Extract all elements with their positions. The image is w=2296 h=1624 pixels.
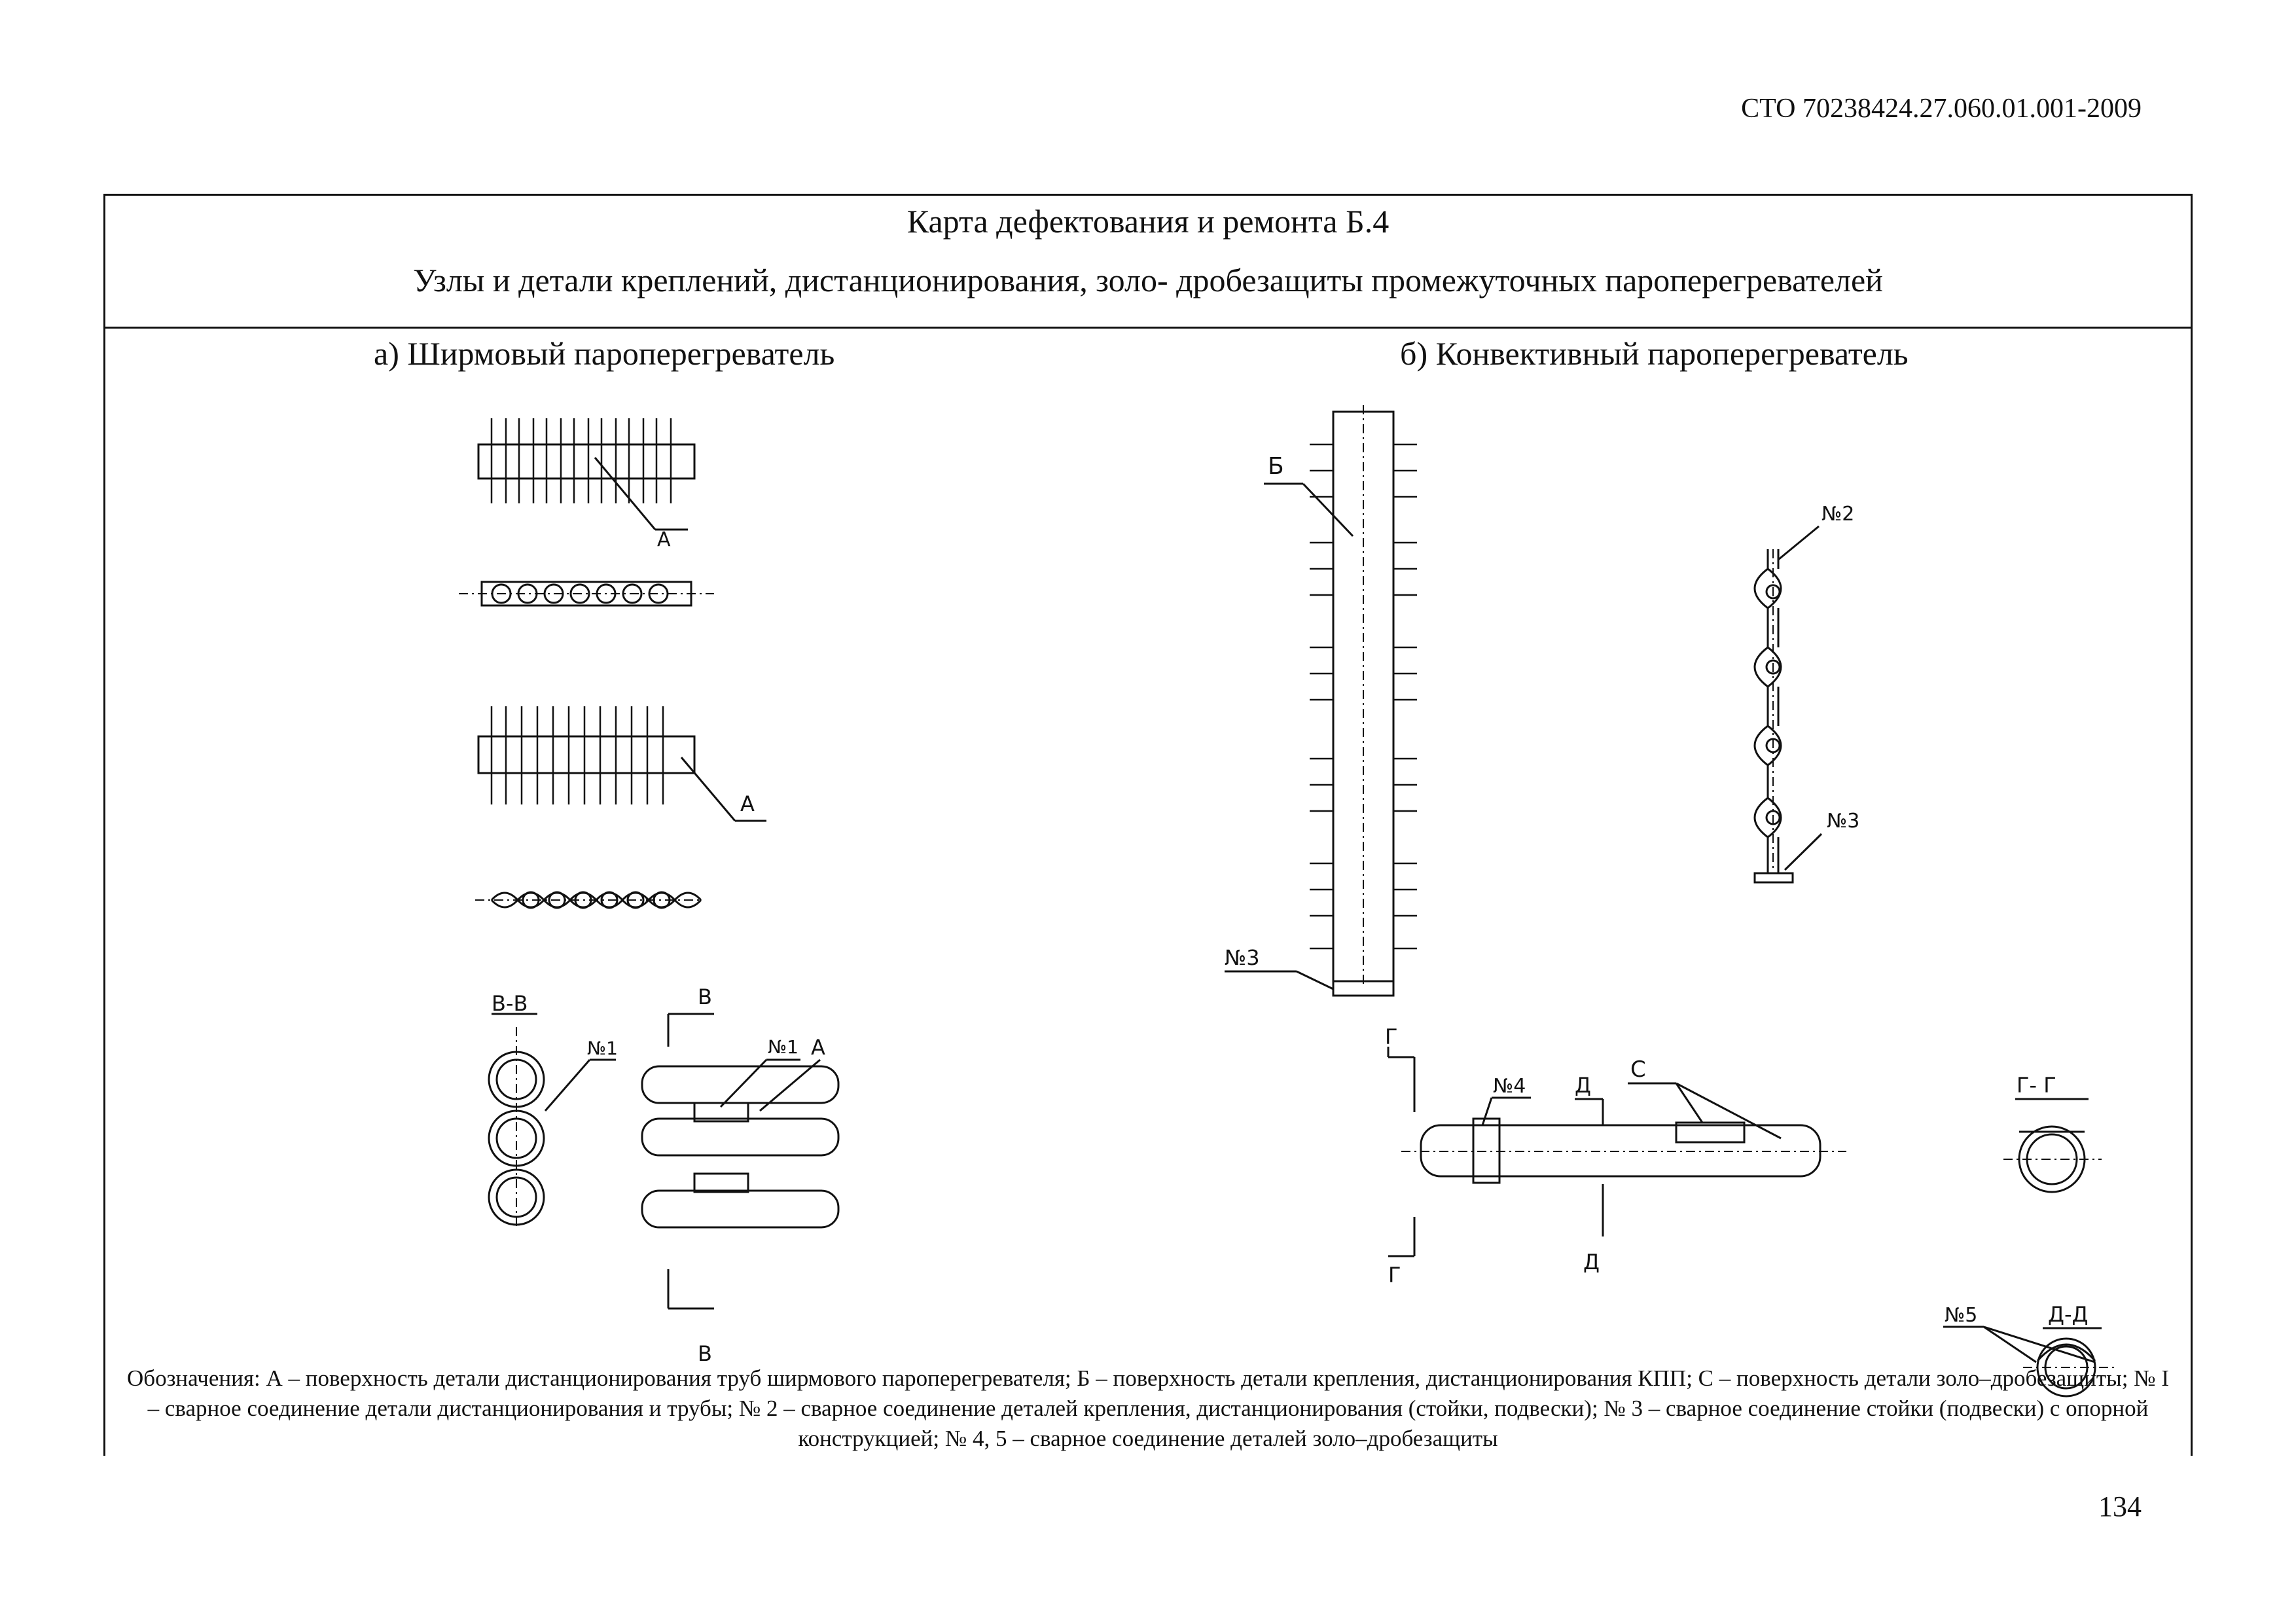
- label-gg: Г- Г: [2017, 1073, 2056, 1098]
- label-a-2: А: [740, 791, 755, 816]
- map-title: Карта дефектования и ремонта Б.4: [906, 203, 1390, 240]
- map-subtitle: Узлы и детали креплений, дистанционирования, золо- дробезащиты промежуточных пароперегревателей: [413, 262, 1883, 298]
- section-a-title: а) Ширмовый пароперегреватель: [374, 335, 835, 372]
- section-vv-view: [489, 991, 618, 1230]
- screen-spacer-top-view: [478, 418, 694, 551]
- label-n3-b: №3: [1827, 810, 1860, 833]
- label-g-top: Г: [1385, 1024, 1398, 1049]
- label-dd: Д-Д: [2048, 1302, 2089, 1327]
- suspension-chain-view: [1755, 503, 1859, 882]
- screen-spacer-2-view: [478, 706, 766, 821]
- tube-shot-protection-view: [1385, 1024, 1846, 1288]
- page-number: 134: [2098, 1490, 2142, 1523]
- label-c: С: [1630, 1056, 1646, 1083]
- tubes-with-spacer-view: [642, 984, 838, 1366]
- convective-stand-view: [1225, 405, 1417, 996]
- screen-spacer-edge-view: [459, 582, 714, 605]
- label-a-1: А: [657, 528, 671, 551]
- screen-chain-edge-view: [475, 892, 701, 908]
- label-a-3: А: [811, 1035, 825, 1060]
- defect-map-frame: [103, 194, 2193, 1456]
- label-d-bottom: Д: [1583, 1250, 1600, 1274]
- label-n2: №2: [1821, 503, 1855, 526]
- label-v-top: В: [698, 984, 712, 1009]
- label-n4: №4: [1493, 1075, 1526, 1098]
- legend-text: Обозначения: А – поверхность детали дистанционирования труб ширмового пароперегревателя; Б – поверхность детали крепления, дистанционирования КПП; С – поверхность детали золо–дробезащиты; № I – сварное соединение детали дистанционирования и трубы; № 2 – сварное соединение деталей крепления, дистанционирования (стойки, подвески); № 3 – сварное соединение стойки (подвески) с опорной конструкцией; № 4, 5 – сварное соединение деталей золо–дробезащиты: [127, 1365, 2169, 1451]
- label-b-cyr: Б: [1268, 453, 1284, 480]
- section-b-title: б) Конвективный пароперегреватель: [1400, 335, 1909, 372]
- document-code: СТО 70238424.27.060.01.001-2009: [1741, 94, 2142, 124]
- label-g-bottom: Г: [1388, 1263, 1401, 1288]
- label-n3-a: №3: [1225, 945, 1260, 970]
- label-d-top: Д: [1575, 1073, 1591, 1098]
- label-n5: №5: [1945, 1304, 1978, 1327]
- label-n1-a: №1: [587, 1038, 618, 1059]
- label-v-bottom: В: [698, 1341, 712, 1366]
- label-n1-b: №1: [768, 1036, 798, 1058]
- technical-drawing: [105, 196, 2195, 1458]
- label-vv: В-В: [492, 991, 528, 1016]
- section-gg-view: [2003, 1073, 2102, 1192]
